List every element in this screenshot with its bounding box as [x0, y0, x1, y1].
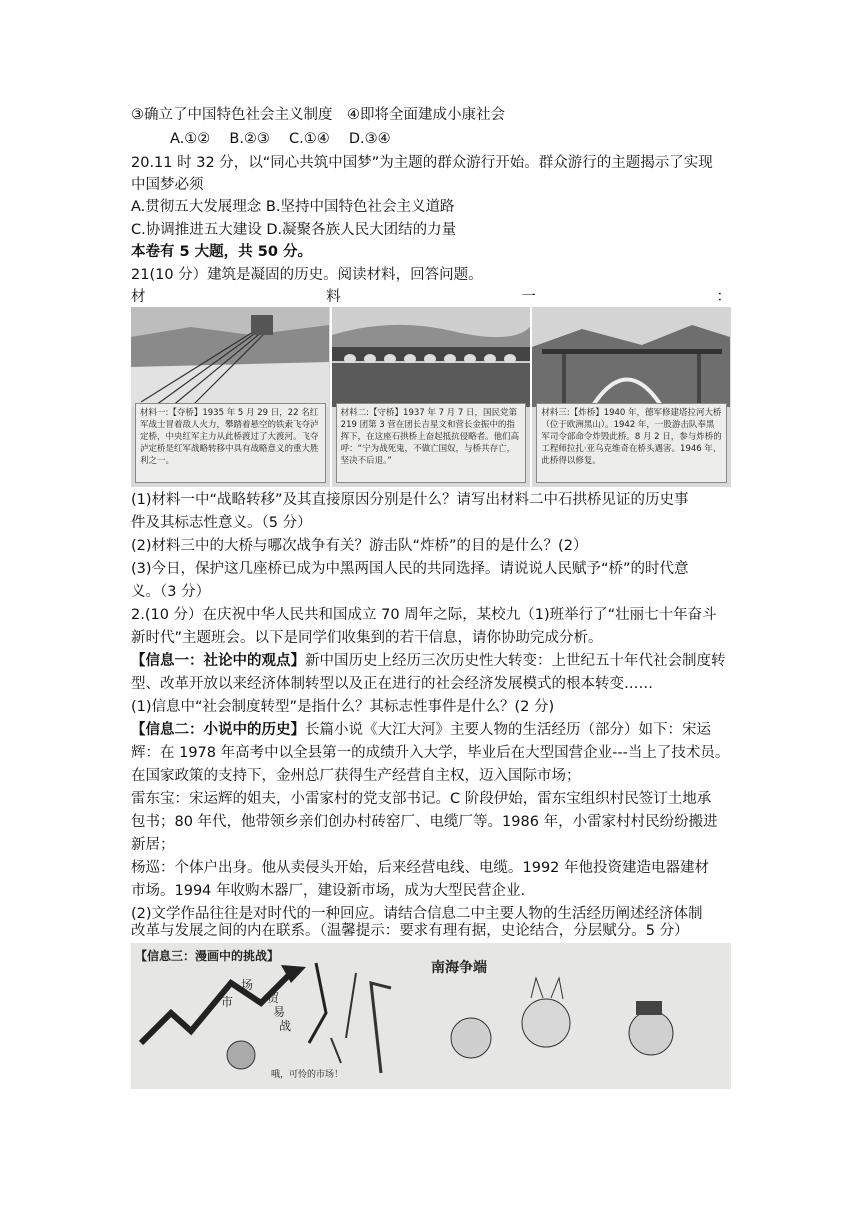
q22-sub2-line2: 改革与发展之间的内在联系。（温馨提示：要求有理有据，史论结合，分层赋分。5 分） [131, 923, 689, 939]
caption-material-1: 材料一:【夺桥】1935 年 5 月 29 日，22 名红军战士冒着敌人火力，攀踏着悬空的铁索飞夺泸定桥，中央红军主力从此桥渡过了大渡河。飞夺泸定桥是红军战略转移中具有战略意义的重大胜利之一。 [135, 403, 326, 483]
q21-intro: 21(10 分）建筑是凝固的历史。阅读材料，回答问题。 [131, 267, 483, 283]
cartoon-label-trade-3: 战 [279, 1019, 292, 1033]
cartoon-panel [131, 943, 731, 1089]
info2-line8: 市场。1994 年收购木器厂，建设新市场，成为大型民营企业. [131, 883, 526, 899]
q19-statement-line: ③确立了中国特色社会主义制度 ④即将全面建成小康社会 [131, 107, 505, 123]
photo-luding-bridge [131, 307, 330, 487]
q22-sub1: (1)信息中“社会制度转型”是指什么？其标志性事件是什么？(2 分) [131, 699, 555, 715]
q20-options-ab: A.贯彻五大发展理念 B.坚持中国特色社会主义道路 [131, 199, 455, 215]
q21-sub3-line2: 义。（3 分） [131, 584, 211, 600]
info2-title: 【信息二：小说中的历史】 [131, 722, 305, 738]
cartoon-label-market-2: 场 [241, 978, 254, 992]
info2-text: 长篇小说《大江大河》主要人物的生活经历（部分）如下：宋运 [305, 722, 711, 738]
material-char-3: 一 [521, 289, 536, 305]
info2-line5: 包书；80 年代，他带领乡亲们创办村砖窑厂、电缆厂等。1986 年，小雷家村村民纷纷搬进 [131, 814, 718, 830]
material-char-4: ： [716, 289, 731, 305]
q20-options-cd: C.协调推进五大建设 D.凝聚各族人民大团结的力量 [131, 222, 457, 238]
info1-text: 新中国历史上经历三次历史性大转变：上世纪五十年代社会制度转 [305, 653, 726, 669]
material-char-1: 材 [131, 289, 146, 305]
info2-line6: 新居； [131, 837, 175, 853]
info2-line7: 杨巡：个体户出身。他从卖侵头开始，后来经营电线、电缆。1992 年他投资建造电器建材 [131, 860, 710, 876]
info2-line2: 辉：在 1978 年高考中以全县第一的成绩升入大学，毕业后在大型国营企业---当上了技术员。 [131, 745, 730, 761]
section-header: 本卷有 5 大题，共 50 分。 [131, 244, 312, 260]
q22-sub2-line1: (2)文学作品往往是对时代的一种回应。请结合信息二中主要人物的生活经历阐述经济体制 [131, 906, 703, 922]
q19-options: A.①② B.②③ C.①④ D.③④ [170, 131, 391, 147]
info1-title: 【信息一：社论中的观点】 [131, 653, 305, 669]
material-char-2: 料 [326, 289, 341, 305]
info2-line4: 雷东宝：宋运辉的姐夫，小雷家村的党支部书记。C 阶段伊始，雷东宝组织村民签订土地承 [131, 791, 712, 807]
cartoon-label-trade-1: 贸 [267, 991, 280, 1005]
q20-stem-line2: 中国梦必须 [131, 177, 204, 193]
cartoon-label-market: 市 [221, 995, 234, 1009]
caption-material-3: 材料三:【炸桥】1940 年，德军修建塔拉河大桥（位于欧洲黑山）。1942 年，一股游击队奉黑军司令部命令炸毁此桥。8 月 2 日，参与炸桥的工程师拉扎·亚乌克维奇在桥头遇害。1946 年，此桥得以修复。 [536, 403, 727, 483]
caption-material-2: 材料二:【守桥】1937 年 7 月 7 日，国民党第 219 团第 3 营在团长吉星文和营长金振中的指挥下，在这座石拱桥上奋起抵抗侵略者。他们高呼：“宁为战死鬼，不做亡国奴，与桥共存亡，坚决不后退。” [336, 403, 527, 483]
cartoon-label-south-china-sea: 南海争端 [431, 960, 487, 976]
info2-line3: 在国家政策的支持下，金州总厂获得生产经营自主权，迈入国际市场； [131, 768, 581, 784]
photo-tara-bridge [532, 307, 731, 487]
q21-sub1-line1: (1)材料一中“战略转移”及其直接原因分别是什么？请写出材料二中石拱桥见证的历史事 [131, 492, 689, 508]
q22-intro-line1: 2.(10 分）在庆祝中华人民共和国成立 70 周年之际，某校九（1)班举行了“壮丽七十年奋斗 [131, 607, 717, 623]
photo-stone-arch-bridge [332, 307, 531, 487]
q20-stem-line1: 20.11 时 32 分，以“同心共筑中国梦”为主题的群众游行开始。群众游行的主题揭示了实现 [131, 155, 713, 171]
q21-material-label [131, 286, 731, 308]
cartoon-label-trade-2: 易 [273, 1005, 286, 1019]
q21-sub3-line1: (3)今日，保护这几座桥已成为中黑两国人民的共同选择。请说说人民赋予“桥”的时代意 [131, 561, 689, 577]
q21-sub2: (2)材料三中的大桥与哪次战争有关？游击队“炸桥”的目的是什么？(2） [131, 538, 588, 554]
q21-sub1-line2: 件及其标志性意义。（5 分） [131, 515, 312, 531]
bridge-photos [131, 307, 731, 487]
info2-line1 [131, 719, 731, 741]
cartoon-caption: 哦，可怜的市场！ [271, 1070, 344, 1080]
info3-title: 【信息三：漫画中的挑战】 [135, 949, 280, 963]
info1-line1 [131, 650, 731, 672]
info1-line2: 型、改革开放以来经济体制转型以及正在进行的社会经济发展模式的根本转变…… [131, 676, 653, 692]
q22-intro-line2: 新时代”主题班会。以下是同学们收集到的若干信息，请你协助完成分析。 [131, 630, 603, 646]
